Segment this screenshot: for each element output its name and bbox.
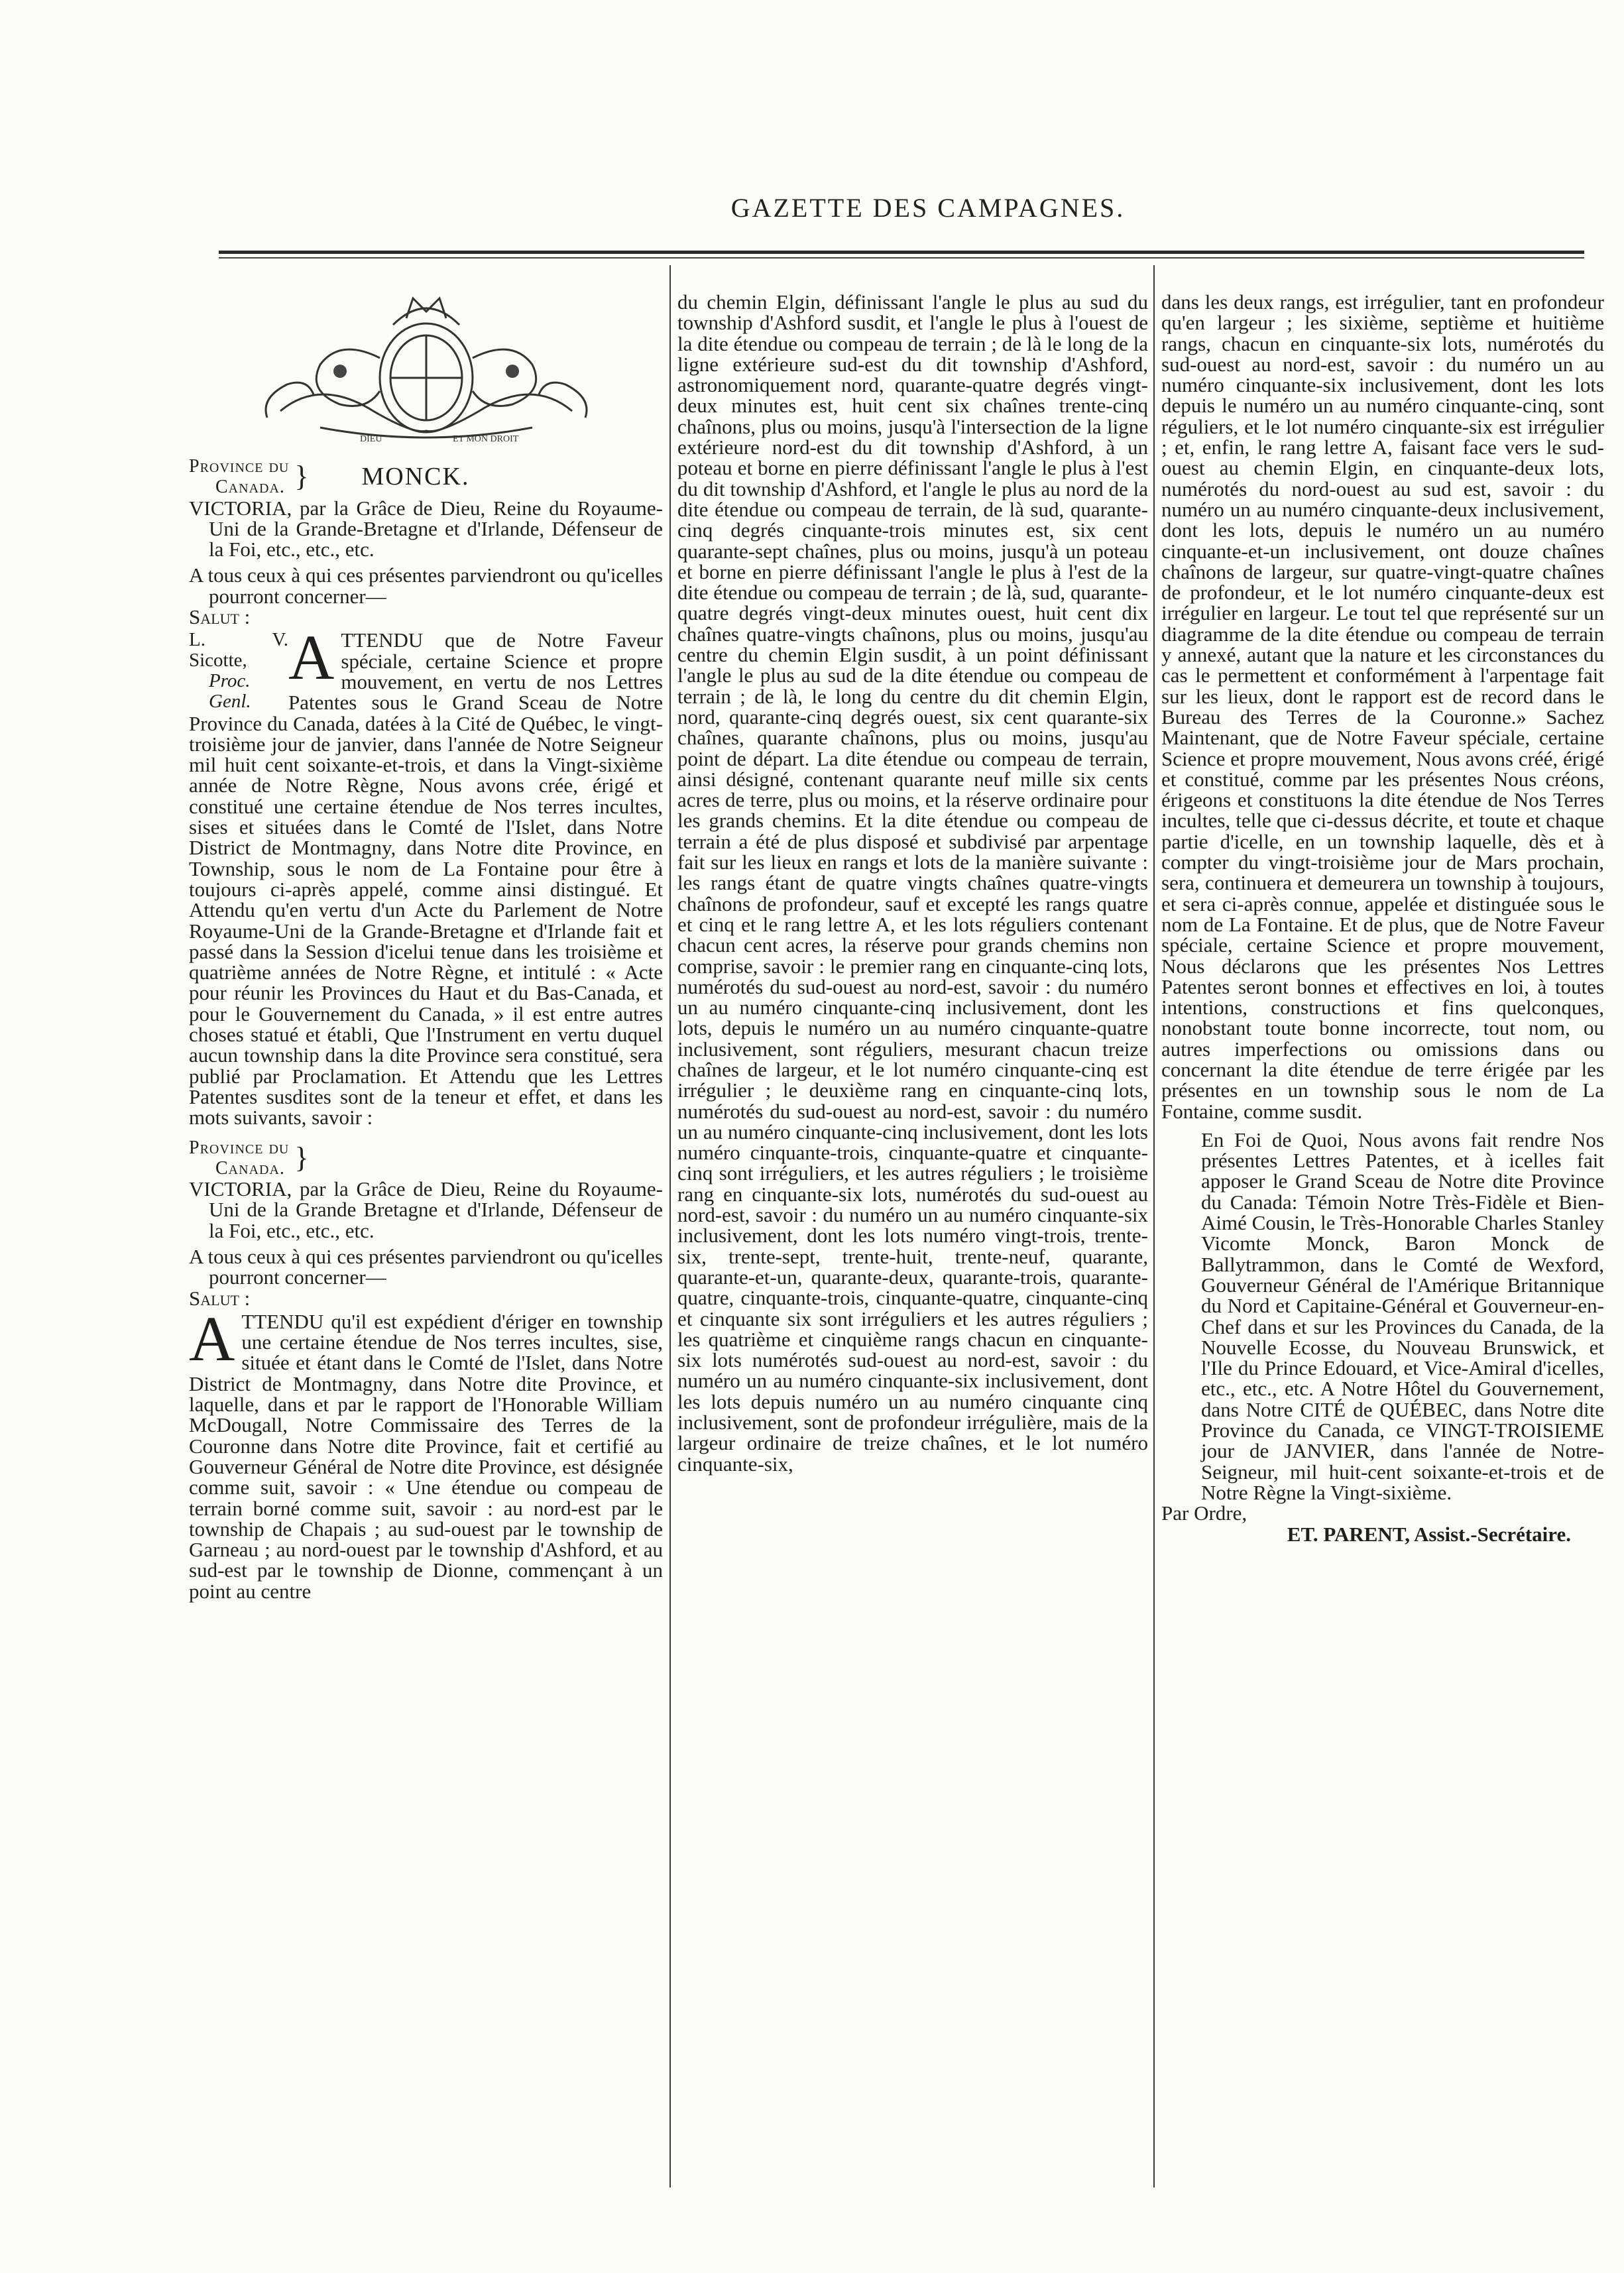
secretary-signature: ET. PARENT, Assist.-Secrétaire.	[1287, 1522, 1571, 1546]
province-label: Province du	[189, 456, 290, 477]
province-label-canada: Canada.	[215, 477, 285, 498]
signer-name: L. V. Sicotte,	[189, 629, 288, 671]
header-rule	[219, 251, 1584, 254]
salutation: Salut :	[189, 605, 251, 629]
column-2	[677, 292, 1148, 1474]
boundary-description: du chemin Elgin, définissant l'angle le plus au sud du township d'Ashford susdit, et l'angle le plus à l'ouest de la dite étendue ou compeau de terrain ; de là le long de la ligne extérieure sud-est du dit township d'Ashford, astronomiquement nord, quarante-quatre degrés vingt-deux minutes est, huit cent six chaînes trente-cinq chaînons, plus ou moins, jusqu'à l'intersection de la ligne extérieure nord-est du dit township d'Ashford, à un poteau et borne en pierre définissant l'angle le plus à l'est du dit township d'Ashford, et l'angle le plus au nord de la dite étendue ou compeau de terrain, de là sud, quarante-cinq degrés cinquante-trois minutes est, six cent quarante-sept chaînes, plus ou moins, jusqu'à un poteau et borne en pierre définissant l'angle le plus à l'est de la dite étendue ou compeau de terrain ; de là, sud, quarante-quatre degrés vingt-deux minutes ouest, huit cent dix chaînes quatre-vingts chaînons, plus ou moins, jusqu'au centre du chemin Elgin susdit, à un point définissant l'angle le plus au sud de la dite étendue ou compeau de terrain ; de là, le long du centre du dit chemin Elgin, nord, quarante-cinq degrés ouest, six cent quarante-six chaînes, quarante chaînons, plus ou moins, jusqu'au point de départ. La dite étendue ou compeau de terrain, ainsi désigné, contenant quarante neuf mille six cents acres de terre, plus ou moins, et la réserve ordinaire pour les grands chemins. Et la dite étendue ou compeau de terrain a été de plus disposé et subdivisé par arpentage fait sur les lieux en rangs et lots de la manière suivante : les rangs étant de quatre vingts chaînes quatre-vingts chaînons de profondeur, sauf et excepté les rangs quatre et cinq et le rang lettre A, et les lots réguliers contenant chacun cent acres, la réserve pour grands chemins non comprise, savoir : le premier rang en cinquante-cinq lots, numérotés du sud-ouest au nord-est, savoir : du numéro un au numéro cinquante-cinq inclusivement, dont les lots, depuis le numéro un au numéro cinquante-quatre inclusivement, sont réguliers, mesurant chacun treize chaînes de largeur, et le lot numéro cinquante-cinq est irrégulier ; le deuxième rang en cinquante-cinq lots, numérotés du sud-ouest au nord-est, savoir : du numéro un au numéro cinquante-cinq inclusivement, dont les lots numéro cinquante-trois, cinquante-quatre et cinquante-cinq sont irréguliers, et les autres réguliers ; le troisième rang en cinquante-six lots, numérotés du sud-ouest au nord-est, savoir : du numéro un au numéro cinquante-six inclusivement, dont les lots numéro vingt-trois, trente-six, trente-sept, trente-huit, trente-neuf, quarante, quarante-et-un, quarante-deux, quarante-trois, quarante-quatre, cinquante-trois, cinquante-quatre, cinquante-cinq et cinquante six sont irréguliers et les autres réguliers ; les quatrième et cinquième rangs chacun en cinquante-six lots numérotés sud-ouest au nord-est, savoir : du numéro un au numéro cinquante-six inclusivement, dont les lots depuis numéro un au numéro cinquante cinq inclusivement, sont de profondeur irrégulière, mais de la largeur ordinaire de treize chaînes, et le lot numéro cinquante-six,	[677, 290, 1148, 1476]
township-constitution: dans les deux rangs, est irrégulier, tant en profondeur qu'en largeur ; les sixième, septième et huitième rangs, chacun en cinquante-six lots, numérotés du sud-ouest au nord-est, savoir : du numéro un au numéro cinquante-six inclusivement, dont les lots depuis le numéro un au numéro cinquante-cinq, sont réguliers, et le lot numéro cinquante-six est irrégulier ; et, enfin, le rang lettre A, faisant face vers le sud-ouest au chemin Elgin, en cinquante-deux lots, numérotés du nord-ouest au sud est, savoir : du numéro un au numéro cinquante-deux inclusivement, dont les lots, depuis le numéro un au numéro cinquante-et-un inclusivement, ont douze chaînes chaînons de largeur, sur quatre-vingt-quatre chaînes de profondeur, et le lot numéro cinquante-deux est irrégulier en largeur. Le tout tel que représenté sur un diagramme de la dite étendue ou compeau de terrain y annexé, autant que la nature et les circonstances du cas le permettent et conformément à l'arpentage fait sur les lieux, dont le rapport est de record dans le Bureau des Terres de la Couronne.» Sachez Maintenant, que de Notre Faveur spéciale, certaine Science et propre mouvement, Nous avons créé, érigé et constitué, comme par les présentes Nous créons, érigeons et constituons la dite étendue de Nos Terres incultes, telle que ci-dessus décrite, et toute et chaque partie d'icelle, en un township laquelle, dès et à compter du vingt-troisième jour de Mars prochain, sera, continuera et demeurera un township à toujours, et sera ci-après connue, appelée et distinguée sous le nom de La Fontaine. Et de plus, que de Notre Faveur spéciale, certaine Science et propre mouvement, Nous déclarons que les présentes Nos Lettres Patentes seront bonnes et effectives en loi, à toutes intentions, constructions et fins quelconques, nonobstant toute bonne incorrecte, tout nom, ou autres imperfections ou omissions dans ou concernant la dite étendue de terre érigée par les présentes en un township sous le nom de La Fontaine, comme susdit.	[1161, 290, 1604, 1123]
signer-block	[189, 630, 288, 712]
column-divider	[669, 265, 671, 2187]
newspaper-title: GAZETTE DES CAMPAGNES.	[730, 193, 1126, 223]
province-header-2	[189, 1137, 663, 1179]
governor-name: MONCK.	[361, 462, 470, 491]
salutation-2: Salut :	[189, 1286, 251, 1310]
drop-cap-2: A	[189, 1303, 235, 1374]
signer-title: Proc. Genl.	[209, 670, 251, 713]
brace-glyph: }	[294, 460, 309, 493]
header-rule-thin	[219, 257, 1584, 259]
royal-coat-of-arms	[241, 278, 612, 451]
crest-motto-left: DIEU	[359, 434, 382, 444]
attendu-block-2	[189, 1303, 663, 1603]
column-divider	[1153, 265, 1155, 2187]
brace-glyph: }	[294, 1141, 309, 1174]
letters-patent-preamble: VICTORIA, par la Grâce de Dieu, Reine du Royaume-Uni de la Grande Bretagne et d'Irlande, Défenseur de la Foi, etc., etc., etc.	[189, 1177, 663, 1242]
par-ordre: Par Ordre,	[1161, 1501, 1247, 1525]
drop-cap: A	[288, 622, 335, 693]
proclamation-preamble: VICTORIA, par la Grâce de Dieu, Reine du Royaume-Uni de la Grande-Bretagne et d'Irlande, Défenseur de la Foi, etc., etc., etc.	[189, 496, 663, 561]
letters-patent-body: TTENDU qu'il est expédient d'ériger en township une certaine étendue de Nos terres incultes, sise, située et étant dans le Comté de l'Islet, dans Notre District de Montmagny, dans Notre dite Province, et laquelle, dans et par le rapport de l'Honorable William McDougall, Notre Commissaire des Terres de la Couronne dans Notre dite Province, fait et certifié au Gouverneur Général de Notre dite Province, est désignée comme suit, savoir : « Une étendue ou compeau de terrain borné comme suit, savoir : au nord-est par le township de Chapais ; au sud-ouest par le township de Garneau ; au nord-ouest par le township d'Ashford, et au sud-est par le township de Dionne, commençant à un point au centre	[189, 1309, 663, 1603]
column-1	[189, 278, 663, 1602]
province-label: Province du	[189, 1137, 290, 1158]
attendu-block	[189, 622, 663, 1130]
address-line-2: A tous ceux à qui ces présentes parviendront ou qu'icelles pourront concerner—	[189, 1244, 663, 1289]
province-header	[189, 456, 663, 498]
column-3	[1161, 292, 1604, 1544]
proclamation-body: TTENDU que de Notre Faveur spéciale, certaine Science et propre mouvement, en vertu de nos Lettres Patentes sous le Grand Sceau de Notre Province du Canada, datées à la Cité de Québec, le vingt-troisième jour de janvier, dans l'année de Notre Seigneur mil huit cent soixante-et-trois, et dans la Vingt-sixième année de Notre Règne, Nous avons crée, érigé et constitué une certaine étendue de Nos terres incultes, sises et situées dans le Comté de l'Islet, dans Notre District de Montmagny, dans Notre dite Province, en Township, sous le nom de La Fontaine pour être à toujours ci-après appelé, comme ainsi distingué. Et Attendu qu'en vertu d'un Acte du Parlement de Notre Royaume-Uni de la Grande-Bretagne et d'Irlande fait et passé dans la Session d'icelui tenue dans les troisième et quatrième années de Notre Règne, et intitulé : « Acte pour réunir les Provinces du Haut et du Bas-Canada, et pour le Gouvernement du Canada, » il est entre autres choses statué et établi, Que l'Instrument en vertu duquel aucun township dans la dite Province sera constitué, sera publié par Proclamation. Et Attendu que les Lettres Patentes susdites sont de la teneur et effet, et dans les mots suivants, savoir :	[189, 628, 663, 1130]
province-label-canada: Canada.	[215, 1157, 285, 1179]
crest-motto-right: ET MON DROIT	[452, 434, 518, 444]
attestation-clause: En Foi de Quoi, Nous avons fait rendre Nos présentes Lettres Patentes, et à icelles fait apposer le Grand Sceau de Notre dite Province du Canada: Témoin Notre Très-Fidèle et Bien-Aimé Cousin, le Très-Honorable Charles Stanley Vicomte Monck, Baron Monck de Ballytrammon, dans le Comté de Wexford, Gouverneur Général de l'Amérique Britannique du Nord et Capitaine-Général et Gouverneur-en-Chef dans et sur les Provinces du Canada, de la Nouvelle Ecosse, du Nouveau Brunswick, et l'Ile du Prince Edouard, et Vice-Amiral d'icelles, etc., etc., etc. A Notre Hôtel du Gouvernement, dans Notre CITÉ de QUÉBEC, dans Notre dite Province du Canada, ce VINGT-TROISIEME jour de JANVIER, dans l'année de Notre-Seigneur, mil huit-cent soixante-et-trois et de Notre Règne la Vingt-sixième.	[1201, 1128, 1604, 1504]
address-line: A tous ceux à qui ces présentes parviendront ou qu'icelles pourront concerner—	[189, 563, 663, 608]
